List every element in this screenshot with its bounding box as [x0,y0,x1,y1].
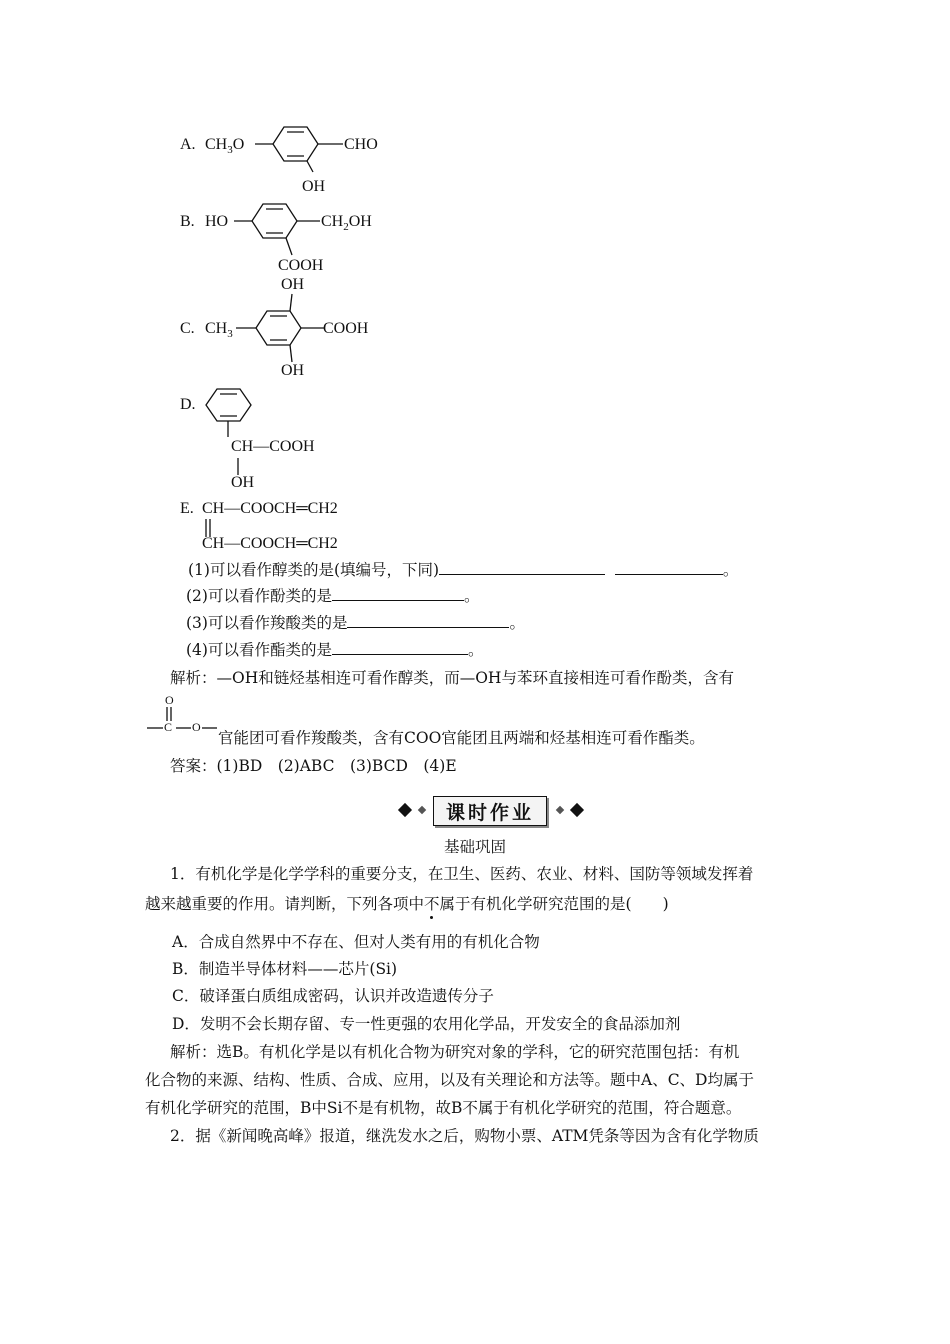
q1-stem-post: 属于有机化学研究范围的是( ) [439,895,669,913]
question-2 [186,584,479,606]
answer-blank-1a[interactable] [439,560,605,575]
answer-line: 答案：(1)BD (2)ABC (3)BCD (4)E [170,757,457,775]
q1-stem-emphasis: 不 [424,895,440,913]
question-1 [188,558,738,580]
answer-blank-4[interactable] [332,640,468,655]
option-b-label: B. [180,213,195,230]
option-d-benzene-ring [200,385,270,445]
question-2-end: 。 [463,587,480,605]
carboxyl-o-top: O [165,693,174,707]
option-d-bottom-group: OH [231,474,255,491]
option-a-right-group: CHO [344,136,378,153]
option-e-line2: CH—COOCH═CH2 [202,535,338,552]
q1-explain-line-2: 化合物的来源、结构、性质、合成、应用，以及有关理论和方法等。题中A、C、D均属于 [145,1071,754,1089]
carboxyl-group-drawing [145,705,225,735]
carboxyl-o-right: O [192,720,201,734]
option-a-label: A. [180,136,196,153]
option-b-right-group: $CH_2OH$ [321,213,372,234]
option-a-benzene-ring [255,122,345,172]
question-4-text: (4)可以看作酯类的是 [186,641,332,659]
option-b-benzene-ring [234,199,324,259]
option-b-bottom-group: COOH [278,257,324,274]
q1-stem-line-1: 1．有机化学是化学学科的重要分支，在卫生、医药、农业、材料、国防等领域发挥着 [170,865,754,883]
question-3-text: (3)可以看作羧酸类的是 [186,614,348,632]
question-1-text: (1)可以看作醇类的是(填编号，下同) [188,561,440,579]
q1-stem-pre: 越来越重要的作用。请判断，下列各项中 [145,895,425,913]
question-2-text: (2)可以看作酚类的是 [186,587,332,605]
banner-left-diamond-icon [398,803,412,817]
option-a-left-group: $CH_3O$ [205,136,245,157]
banner-right-diamond-icon [570,803,584,817]
banner-right-small-diamond-icon [556,806,564,814]
q1-explain-line-3: 有机化学研究的范围，B中Si不是有机物，故B不属于有机化学研究的范围，符合题意。 [145,1099,742,1117]
option-c-right-group: COOH [323,320,369,337]
option-d-chain: CH—COOH [231,438,315,455]
option-c-left-group: $CH_3$ [205,320,233,341]
answer-blank-2[interactable] [332,586,464,601]
option-e-label: E. [180,500,194,517]
banner-left-small-diamond-icon [418,806,426,814]
q2-stem-line-1: 2．据《新闻晚高峰》报道，继洗发水之后，购物小票、ATM凭条等因为含有化学物质 [170,1127,759,1145]
carboxyl-c: C [164,720,173,734]
question-3-end: 。 [509,614,525,632]
q1-stem-line-2 [145,892,669,914]
option-d-label: D. [180,396,196,413]
question-4-end: 。 [467,641,484,659]
q1-option-b[interactable]: B．制造半导体材料——芯片(Si) [172,960,398,978]
answer-blank-1b[interactable] [615,560,723,575]
section-title: 基础巩固 [444,838,507,856]
answer-blank-3[interactable] [347,613,509,628]
question-4 [186,638,483,660]
option-c-label: C. [180,320,195,337]
q1-option-d[interactable]: D．发明不会长期存留、专一性更强的农用化学品，开发安全的食品添加剂 [172,1015,681,1033]
option-a-bottom-group: OH [302,178,326,195]
option-b-left-group: HO [205,213,229,230]
q1-explain-line-1: 解析：选B。有机化学是以有机化合物为研究对象的学科，它的研究范围包括：有机 [170,1043,740,1061]
analysis-line-1: 解析：—OH和链烃基相连可看作醇类，而—OH与苯环直接相连可看作酚类，含有 [170,669,734,687]
banner-title: 课时作业 [433,796,547,826]
question-3 [186,611,525,633]
analysis-line-2: 官能团可看作羧酸类，含有COO官能团且两端和烃基相连可看作酯类。 [218,729,705,747]
q1-option-c[interactable]: C．破译蛋白质组成密码，认识并改造遗传分子 [172,987,494,1005]
option-e-line1: CH—COOCH═CH2 [202,500,338,517]
question-1-end: 。 [722,561,739,579]
q1-option-a[interactable]: A．合成自然界中不存在、但对人类有用的有机化合物 [172,933,540,951]
option-c-bottom-group: OH [281,362,305,379]
option-c-top-group: OH [281,276,305,293]
option-c-benzene-ring [236,290,336,370]
